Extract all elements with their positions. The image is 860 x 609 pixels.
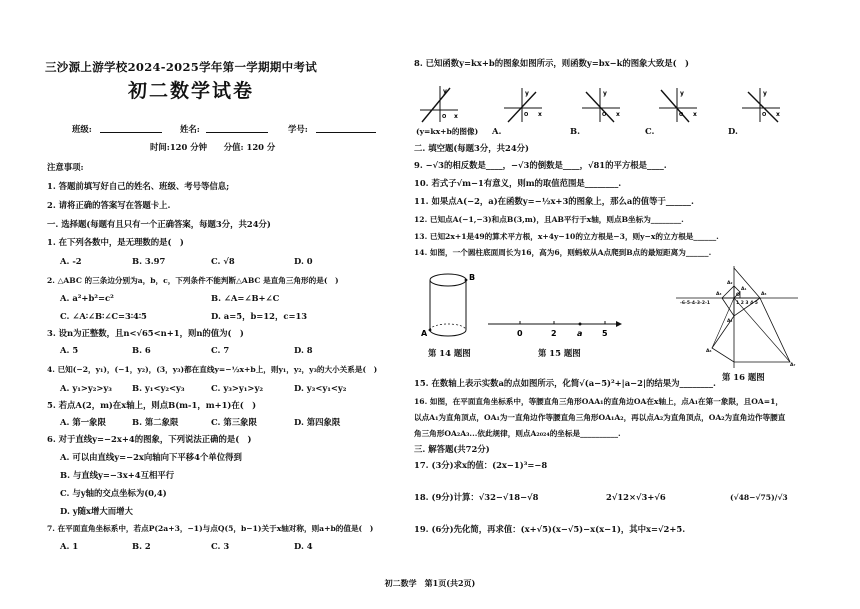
q1-option-d[interactable]: D. 0 (294, 256, 313, 266)
fig16-caption: 第 16 题图 (722, 372, 765, 382)
q6-stem: 6. 对于直线y=−2x+4的图象，下列说法正确的是( ) (47, 434, 252, 444)
page-footer: 初二数学 第1页(共2页) (384, 578, 476, 588)
cylinder-label-a: A (421, 329, 428, 338)
q7-option-c[interactable]: C. 3 (211, 541, 230, 551)
exam-title: 三沙源上游学校2024-2025学年第一学期期中考试 (45, 60, 318, 74)
svg-text:O: O (762, 112, 767, 118)
q5-option-d[interactable]: D. 第四象限 (294, 417, 341, 427)
q16-line3: 角三角形OA₂A₃...依此规律，则点A₂₀₂₄的坐标是__________. (414, 429, 621, 438)
q19: 19. (6分)先化简，再求值：(x+√5)(x−√5)−x(x−1)，其中x=√2+5. (414, 524, 686, 534)
q17: 17. (3分)求x的值：(2x−1)³=−8 (414, 460, 548, 470)
note-item: 1. 答题前填写好自己的姓名、班级、考号等信息; (47, 181, 230, 191)
q8-option-d-graph[interactable] (738, 86, 784, 124)
section1-title: 一. 选择题(每题有且只有一个正确答案，每题3分，共24分) (47, 219, 271, 229)
q12: 12. 已知点A(−1,−3)和点B(3,m)，且AB平行于x轴，则点B坐标为________. (414, 215, 684, 224)
q1-option-a[interactable]: A. -2 (60, 256, 82, 266)
q11: 11. 如果点A(−2，a)在函数y=−½x+3的图象上，那么a的值等于______. (414, 196, 694, 206)
svg-text:A₂: A₂ (727, 281, 733, 286)
svg-text:O: O (679, 112, 684, 118)
svg-text:A₄: A₄ (727, 319, 733, 324)
svg-text:y: y (680, 90, 684, 97)
svg-text:O: O (736, 293, 740, 298)
name-label: 姓名: (180, 124, 200, 134)
notes-title: 注意事项: (47, 162, 84, 172)
q3-option-b[interactable]: B. 6 (132, 345, 151, 355)
svg-text:O: O (602, 112, 607, 118)
note-item: 2. 请将正确的答案写在答题卡上. (47, 200, 171, 210)
svg-text:x: x (776, 111, 780, 118)
q10: 10. 若式子√m−1有意义，则m的取值范围是________. (414, 178, 622, 188)
svg-text:y: y (443, 88, 447, 95)
q8-caption: (y=kx+b的图像) (416, 127, 479, 136)
q8-stem: 8. 已知函数y=kx+b的图象如图所示，则函数y=bx−k的图象大致是( ) (414, 58, 689, 68)
q1-option-c[interactable]: C. √8 (211, 256, 235, 266)
svg-text:O: O (442, 114, 447, 120)
svg-text:O: O (524, 112, 529, 118)
q2-option-d[interactable]: D. a=5，b=12，c=13 (211, 311, 308, 321)
q16-line2: 以点A₁为直角顶点，OA₁为一直角边作等腰直角三角形OA₁A₂，再以点A₂为直角顶点，OA₂为直角边作等腰直 (414, 413, 786, 422)
q2-option-b[interactable]: B. ∠A=∠B+∠C (211, 293, 280, 303)
q8-given-graph (416, 84, 462, 124)
q5-option-c[interactable]: C. 第三象限 (211, 417, 257, 427)
q5-option-b[interactable]: B. 第二象限 (132, 417, 179, 427)
time-score: 时间:120 分钟 分值: 120 分 (150, 142, 276, 152)
q6-option-b[interactable]: B. 与直线y=−3x+4互相平行 (60, 470, 175, 480)
id-label: 学号: (288, 124, 308, 134)
svg-text:A₆: A₆ (706, 349, 712, 354)
svg-text:x: x (693, 111, 697, 118)
nl-tick-0: 0 (517, 329, 523, 338)
q2-stem: 2. △ABC 的三条边分别为a，b，c，下列条件不能判断△ABC 是直角三角形的是( ) (47, 276, 339, 285)
cylinder-label-b: B (469, 273, 476, 282)
q4-option-c[interactable]: C. y₃>y₁>y₂ (211, 383, 263, 393)
class-label: 班级: (72, 124, 92, 134)
q6-option-c[interactable]: C. 与y轴的交点坐标为(0,4) (60, 488, 167, 498)
q3-option-d[interactable]: D. 8 (294, 345, 313, 355)
q3-option-a[interactable]: A. 5 (60, 345, 79, 355)
svg-text:A₁: A₁ (741, 287, 747, 292)
cylinder-figure (418, 264, 488, 344)
q6-option-d[interactable]: D. y随x增大而增大 (60, 506, 133, 516)
q3-stem: 3. 设n为正整数，且n<√65<n+1，则n的值为( ) (47, 328, 244, 338)
q15: 15. 在数轴上表示实数a的点如图所示，化简√(a−5)²+|a−2|的结果为________. (414, 378, 716, 388)
q8-option-a[interactable]: A. (492, 126, 502, 136)
q8-option-b-graph[interactable] (578, 86, 624, 124)
q2-option-a[interactable]: A. a²+b²=c² (60, 293, 114, 303)
svg-text:y: y (525, 90, 529, 97)
nl-tick-a: a (577, 329, 583, 338)
exam-subtitle: 初二数学试卷 (128, 80, 255, 102)
q4-option-d[interactable]: D. y₃<y₁<y₂ (294, 383, 347, 393)
q18-b: 2√12×√3+√6 (606, 492, 666, 502)
q8-option-c-graph[interactable] (655, 86, 701, 124)
q8-option-c[interactable]: C. (645, 126, 655, 136)
q16-line1: 16. 如图，在平面直角坐标系中，等腰直角三角形OAA₁的直角边OA在x轴上，点A₁在第一象限，且OA=1， (414, 397, 783, 406)
svg-text:A₃: A₃ (716, 292, 722, 297)
svg-text:-6-5-4-3-2-1: -6-5-4-3-2-1 (680, 301, 710, 306)
q9: 9. −√3的相反数是____，−√3的倒数是____，√81的平方根是____. (414, 160, 667, 170)
spiral-triangles-figure (672, 262, 802, 372)
q4-option-b[interactable]: B. y₁<y₂<y₃ (132, 383, 185, 393)
q5-option-a[interactable]: A. 第一象限 (60, 417, 106, 427)
q3-option-c[interactable]: C. 7 (211, 345, 230, 355)
fig14-caption: 第 14 题图 (428, 348, 471, 358)
section2-title: 二. 填空题(每题3分，共24分) (414, 143, 529, 153)
nl-tick-5: 5 (602, 329, 608, 338)
svg-text:x: x (538, 111, 542, 118)
q7-option-b[interactable]: B. 2 (132, 541, 151, 551)
id-blank[interactable] (316, 124, 376, 133)
svg-text:A₅: A₅ (761, 292, 767, 297)
svg-text:1 2 3 4 5: 1 2 3 4 5 (736, 301, 758, 306)
name-blank[interactable] (206, 124, 268, 133)
q1-option-b[interactable]: B. 3.97 (132, 256, 166, 266)
class-blank[interactable] (100, 124, 162, 133)
svg-text:x: x (454, 113, 458, 120)
svg-text:A₇: A₇ (790, 363, 796, 368)
q1-stem: 1. 在下列各数中，是无理数的是( ) (47, 237, 184, 247)
q4-stem: 4. 已知(−2，y₁)，(−1，y₂)，(3，y₃)都在直线y=−½x+b上，则y₁，y₂，y₃的大小关系是( ) (47, 365, 378, 374)
q7-option-d[interactable]: D. 4 (294, 541, 313, 551)
q18-a: 18. (9分)计算：√32−√18−√8 (414, 492, 539, 502)
q14: 14. 如图，一个圆柱底面周长为16，高为6，则蚂蚁从A点爬到B点的最短距离为______. (414, 248, 712, 257)
q8-option-b[interactable]: B. (570, 126, 580, 136)
section3-title: 三. 解答题(共72分) (414, 444, 490, 454)
nl-tick-2: 2 (551, 329, 557, 338)
q8-option-d[interactable]: D. (728, 126, 738, 136)
q8-option-a-graph[interactable] (500, 86, 546, 124)
q7-stem: 7. 在平面直角坐标系中，若点P(2a+3，−1)与点Q(5，b−1)关于x轴对称，则a+b的值是( ) (47, 524, 374, 533)
svg-text:x: x (616, 111, 620, 118)
q2-option-c[interactable]: C. ∠A∶∠B∶∠C=3∶4∶5 (60, 311, 147, 321)
number-line (486, 316, 622, 340)
svg-text:y: y (763, 90, 767, 97)
q13: 13. 已知2x+1是49的算术平方根，x+4y−10的立方根是−3，则y−x的立方根是______. (414, 232, 719, 241)
fig15-caption: 第 15 题图 (538, 348, 581, 358)
svg-text:y: y (603, 90, 607, 97)
q18-c: (√48−√75)/√3 (730, 493, 788, 502)
q4-option-a[interactable]: A. y₁>y₂>y₃ (60, 383, 112, 393)
q7-option-a[interactable]: A. 1 (60, 541, 79, 551)
q5-stem: 5. 若点A(2，m)在x轴上，则点B(m-1，m+1)在( ) (47, 400, 257, 410)
q6-option-a[interactable]: A. 可以由直线y=−2x向轴向下平移4个单位得到 (60, 452, 242, 462)
